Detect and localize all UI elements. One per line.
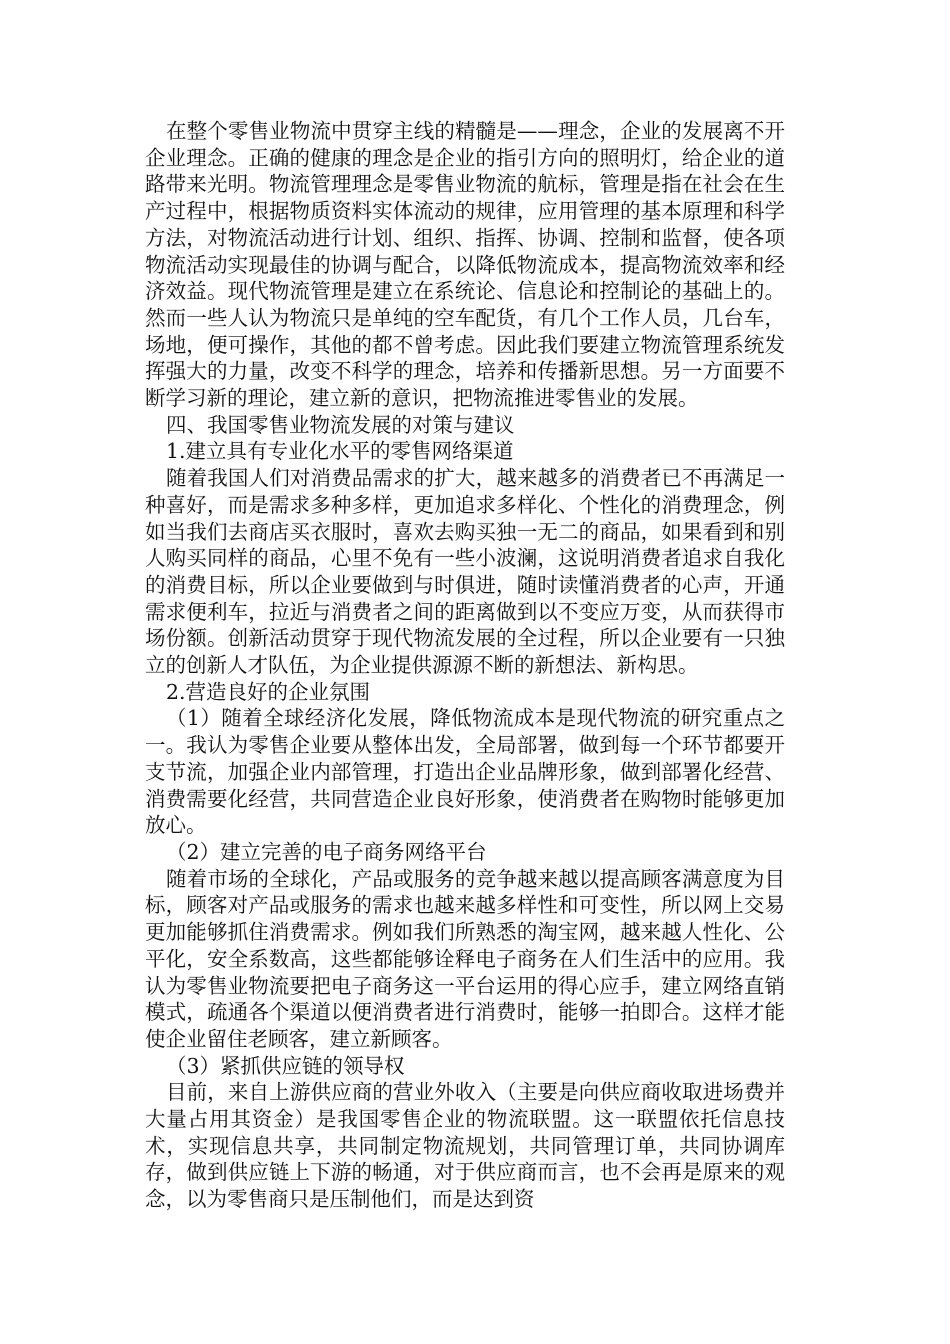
- section-heading-four: 四、我国零售业物流发展的对策与建议: [166, 412, 515, 437]
- body-paragraph-cost-reduction: （1）随着全球经济化发展，降低物流成本是现代物流的研究重点之一。我认为零售企业要从整体出发，全局部署，做到每一个环节都要开支节流，加强企业内部管理，打造出企业品牌形象，做到部署化经营、消费需要化经营，共同营造企业良好形象，使消费者在购物时能够更加放心。: [145, 706, 785, 838]
- subsection-heading-2: 2.营造良好的企业氛围: [166, 679, 371, 704]
- body-paragraph-retail-network: 随着我国人们对消费品需求的扩大，越来越多的消费者已不再满足一种喜好，而是需求多种多样，更加追求多样化、个性化的消费理念，例如当我们去商店买衣服时，喜欢去购买独一无二的商品，如果看到和别人购买同样的商品，心里不免有一些小波澜，这说明消费者追求自我化的消费目标，所以企业要做到与时俱进，随时读懂消费者的心声，开通需求便利车，拉近与消费者之间的距离做到以不变应万变，从而获得市场份额。创新活动贯穿于现代物流发展的全过程，所以企业要有一只独立的创新人才队伍，为企业提供源源不断的新想法、新构思。: [145, 466, 785, 678]
- subsection-heading-2-2: （2）建立完善的电子商务网络平台: [166, 839, 487, 864]
- subsection-heading-2-3: （3）紧抓供应链的领导权: [166, 1053, 405, 1078]
- document-body: [145, 118, 785, 1213]
- body-paragraph-ecommerce: 随着市场的全球化，产品或服务的竞争越来越以提高顾客满意度为目标，顾客对产品或服务的需求也越来越多样性和可变性，所以网上交易更加能够抓住消费需求。例如我们所熟悉的淘宝网，越来越人性化、公平化，安全系数高，这些都能够诠释电子商务在人们生活中的应用。我认为零售业物流要把电子商务这一平台运用的得心应手，建立网络直销模式，疏通各个渠道以便消费者进行消费时，能够一拍即合。这样才能使企业留住老顾客，建立新顾客。: [145, 866, 785, 1051]
- body-paragraph-logistics-philosophy: 在整个零售业物流中贯穿主线的精髓是——理念，企业的发展离不开企业理念。正确的健康的理念是企业的指引方向的照明灯，给企业的道路带来光明。物流管理理念是零售业物流的航标，管理是指在社会在生产过程中，根据物质资料实体流动的规律，应用管理的基本原理和科学方法，对物流活动进行计划、组织、指挥、协调、控制和监督，使各项物流活动实现最佳的协调与配合，以降低物流成本，提高物流效率和经济效益。现代物流管理是建立在系统论、信息论和控制论的基础上的。然而一些人认为物流只是单纯的空车配货，有几个工作人员，几台车，场地，便可操作，其他的都不曾考虑。因此我们要建立物流管理系统发挥强大的力量，改变不科学的理念，培养和传播新思想。另一方面要不断学习新的理论，建立新的意识，把物流推进零售业的发展。: [145, 119, 785, 411]
- body-paragraph-supply-chain: 目前，来自上游供应商的营业外收入（主要是向供应商收取进场费并大量占用其资金）是我国零售企业的物流联盟。这一联盟依托信息技术，实现信息共享，共同制定物流规划，共同管理订单，共同协调库存，做到供应链上下游的畅通，对于供应商而言，也不会再是原来的观念，以为零售商只是压制他们，而是达到资: [145, 1080, 785, 1212]
- subsection-heading-1: 1.建立具有专业化水平的零售网络渠道: [166, 439, 514, 464]
